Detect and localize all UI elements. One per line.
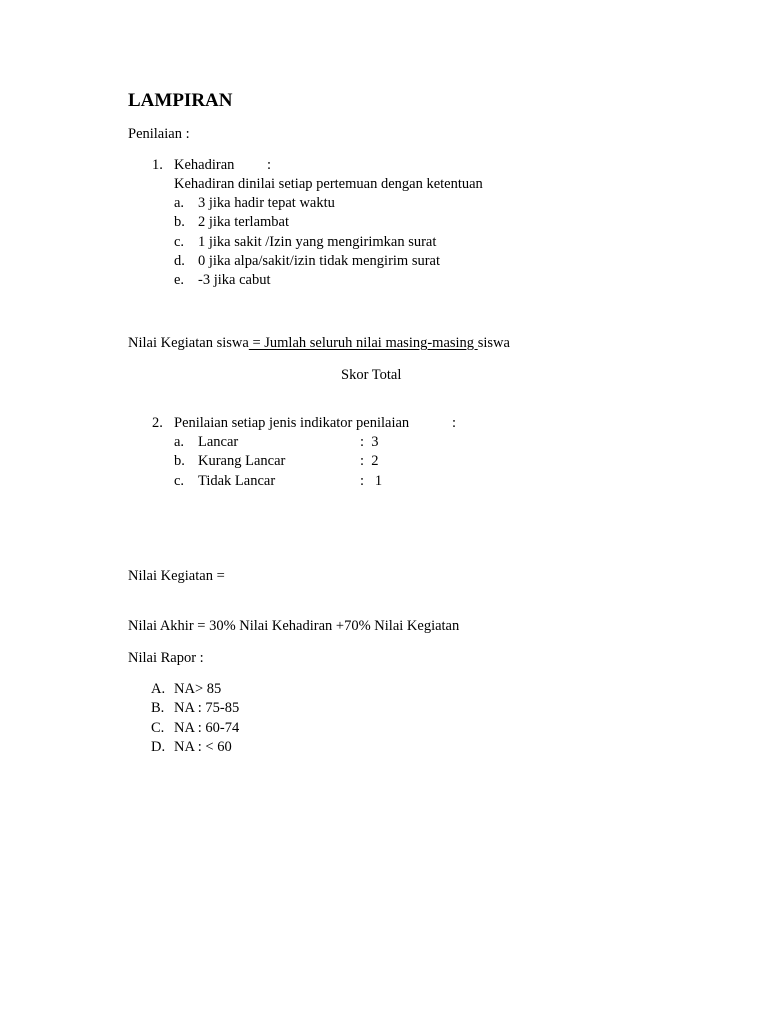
document-title: LAMPIRAN bbox=[128, 90, 233, 111]
grade-text: NA> 85 bbox=[174, 681, 222, 697]
section2-item-value: : 2 bbox=[360, 453, 379, 469]
section2-item-text: Kurang Lancar bbox=[198, 453, 286, 469]
section1-item-letter: a. bbox=[174, 195, 185, 211]
formula-left: Nilai Kegiatan siswa bbox=[128, 335, 249, 351]
section1-item-text: 1 jika sakit /Izin yang mengirimkan surat bbox=[198, 234, 437, 250]
section2-item-text: Lancar bbox=[198, 434, 239, 450]
section2-colon: : bbox=[452, 415, 457, 431]
section1-item-letter: e. bbox=[174, 272, 185, 288]
section2-item-letter: c. bbox=[174, 473, 185, 489]
section1-intro: Kehadiran dinilai setiap pertemuan dengan ketentuan bbox=[174, 176, 483, 192]
section1-item-letter: b. bbox=[174, 214, 185, 230]
nilai-kegiatan: Nilai Kegiatan = bbox=[128, 568, 225, 584]
grade-letter: B. bbox=[151, 700, 165, 716]
section1-item-text: -3 jika cabut bbox=[198, 272, 271, 288]
grade-letter: A. bbox=[151, 681, 166, 697]
formula-line bbox=[128, 334, 510, 353]
section1-item-letter: c. bbox=[174, 234, 185, 250]
grade-text: NA : 60-74 bbox=[174, 720, 240, 736]
section1-item-text: 0 jika alpa/sakit/izin tidak mengirim surat bbox=[198, 253, 441, 269]
formula-right: siswa bbox=[477, 335, 510, 351]
section2-item-letter: a. bbox=[174, 434, 185, 450]
section1-item-text: 3 jika hadir tepat waktu bbox=[198, 195, 335, 211]
section2-heading: Penilaian setiap jenis indikator penilaian bbox=[174, 415, 410, 431]
grade-letter: C. bbox=[151, 720, 165, 736]
nilai-akhir: Nilai Akhir = 30% Nilai Kehadiran +70% Nilai Kegiatan bbox=[128, 618, 460, 634]
nilai-rapor: Nilai Rapor : bbox=[128, 650, 204, 666]
section1-heading: Kehadiran bbox=[174, 157, 235, 173]
formula-numerator: = Jumlah seluruh nilai masing-masing bbox=[248, 335, 478, 351]
section2-item-letter: b. bbox=[174, 453, 185, 469]
section1-number: 1. bbox=[152, 157, 163, 173]
section2-item-text: Tidak Lancar bbox=[198, 473, 276, 489]
section1-colon: : bbox=[267, 157, 272, 173]
penilaian-label: Penilaian : bbox=[128, 126, 190, 142]
section1-item-letter: d. bbox=[174, 253, 185, 269]
formula-denominator: Skor Total bbox=[341, 367, 402, 383]
section2-item-value: : 3 bbox=[360, 434, 379, 450]
grade-letter: D. bbox=[151, 739, 166, 755]
grade-text: NA : 75-85 bbox=[174, 700, 240, 716]
section2-number: 2. bbox=[152, 415, 163, 431]
section2-item-value: : 1 bbox=[360, 473, 383, 489]
section1-item-text: 2 jika terlambat bbox=[198, 214, 289, 230]
grade-text: NA : < 60 bbox=[174, 739, 232, 755]
